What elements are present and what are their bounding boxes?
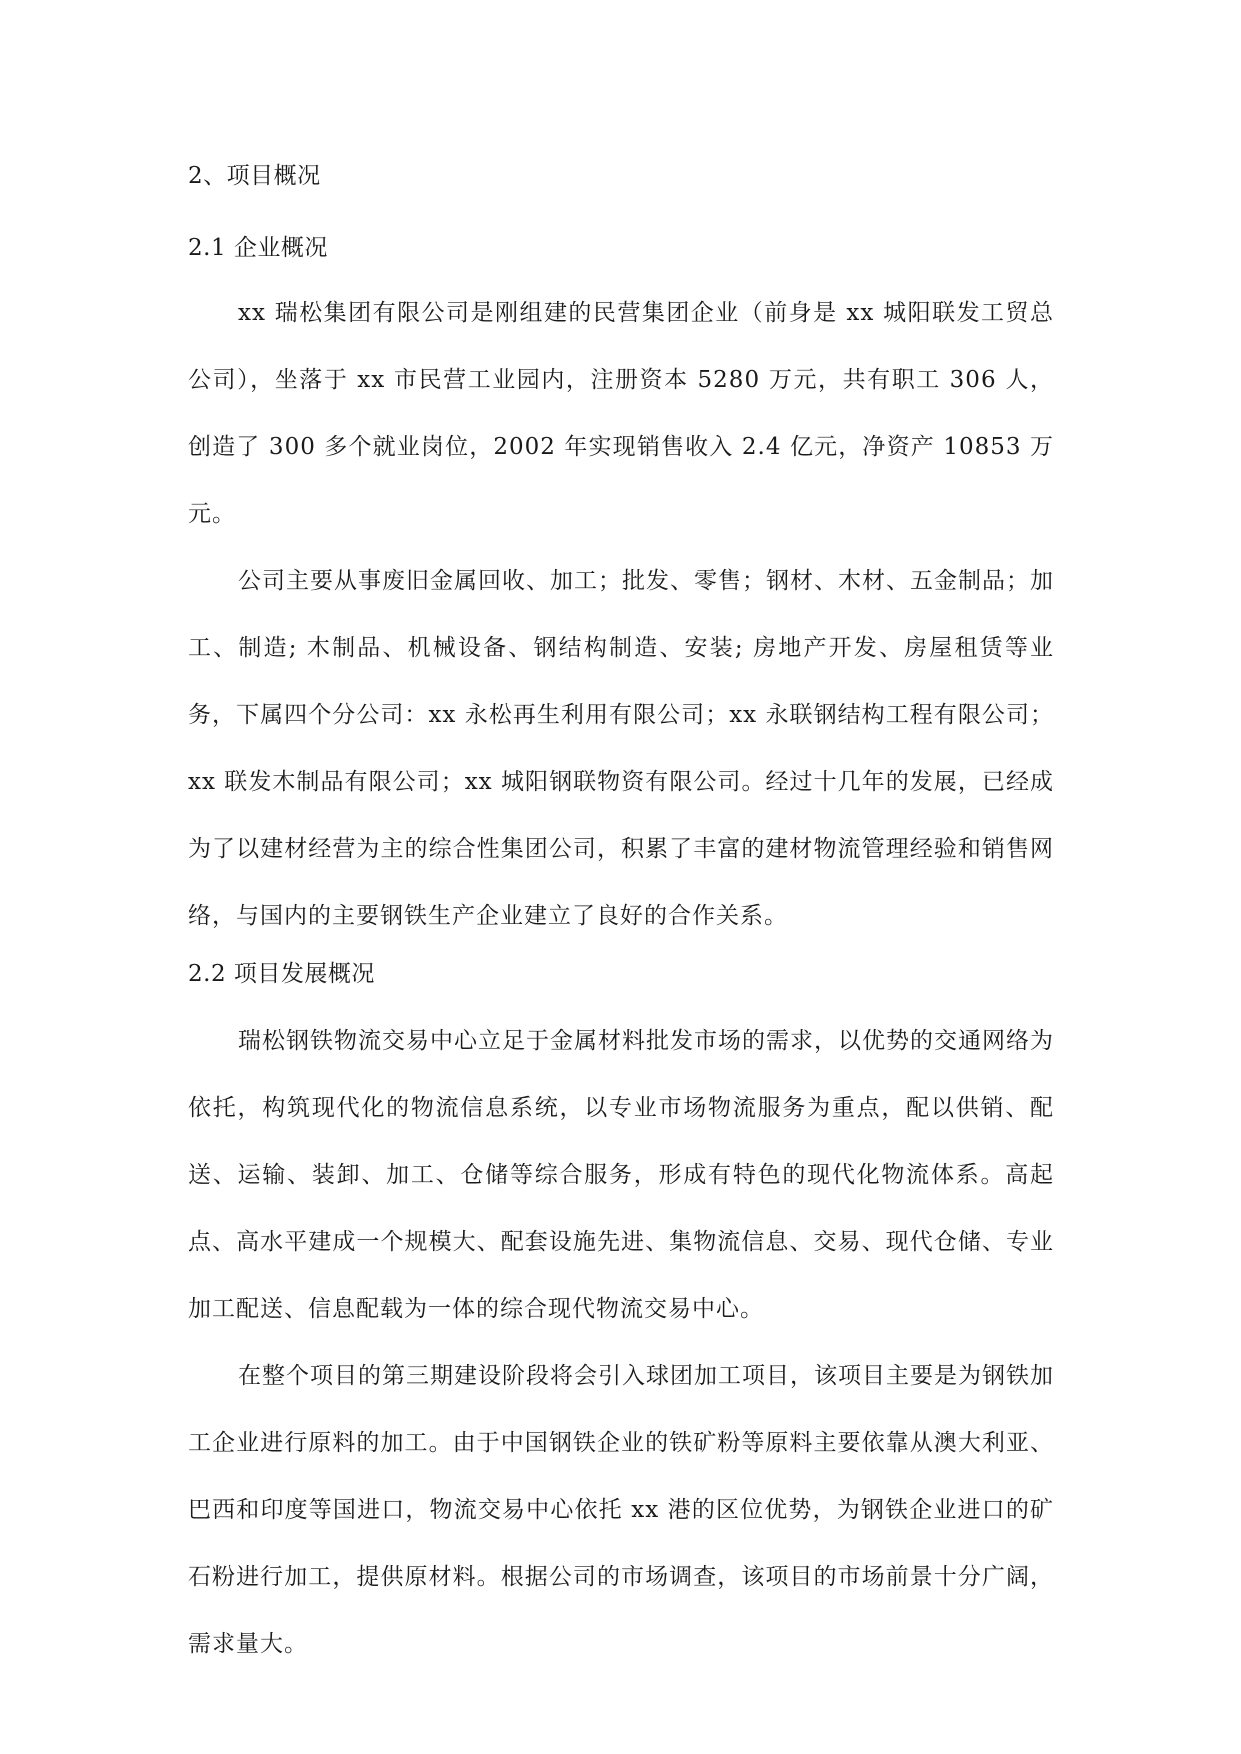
paragraph-project-overview: 瑞松钢铁物流交易中心立足于金属材料批发市场的需求，以优势的交通网络为依托，构筑现代化的物流信息系统，以专业市场物流服务为重点，配以供销、配送、运输、装卸、加工、仓储等综合服务，形成有特色的现代化物流体系。高起点、高水平建成一个规模大、配套设施先进、集物流信息、交易、现代仓储、专业加工配送、信息配载为一体的综合现代物流交易中心。 (188, 1028, 1054, 1322)
section-heading-2-2: 2.2 项目发展概况 (188, 961, 375, 987)
section-heading-2-1: 2.1 企业概况 (188, 235, 328, 261)
document-page (188, 160, 1054, 1678)
paragraph-company-overview: xx 瑞松集团有限公司是刚组建的民营集团企业（前身是 xx 城阳联发工贸总公司），坐落于 xx 市民营工业园内，注册资本 5280 万元，共有职工 306 人，创造了 300 多个就业岗位，2002 年实现销售收入 2.4 亿元，净资产 10853 万元。 (188, 300, 1054, 527)
paragraph-pellet-project: 在整个项目的第三期建设阶段将会引入球团加工项目，该项目主要是为钢铁加工企业进行原料的加工。由于中国钢铁企业的铁矿粉等原料主要依靠从澳大利亚、巴西和印度等国进口，物流交易中心依托 xx 港的区位优势，为钢铁企业进口的矿石粉进行加工，提供原材料。根据公司的市场调查，该项目的市场前景十分广阔，需求量大。 (188, 1363, 1054, 1657)
section-title: 2、项目概况 (188, 163, 321, 189)
paragraph-company-business: 公司主要从事废旧金属回收、加工；批发、零售；钢材、木材、五金制品；加工、制造; 木制品、机械设备、钢结构制造、安装; 房地产开发、房屋租赁等业务，下属四个分公司：xx 永松再生利用有限公司；xx 永联钢结构工程有限公司；xx 联发木制品有限公司；xx 城阳钢联物资有限公司。经过十几年的发展，已经成为了以建材经营为主的综合性集团公司，积累了丰富的建材物流管理经验和销售网络，与国内的主要钢铁生产企业建立了良好的合作关系。 (188, 568, 1054, 929)
